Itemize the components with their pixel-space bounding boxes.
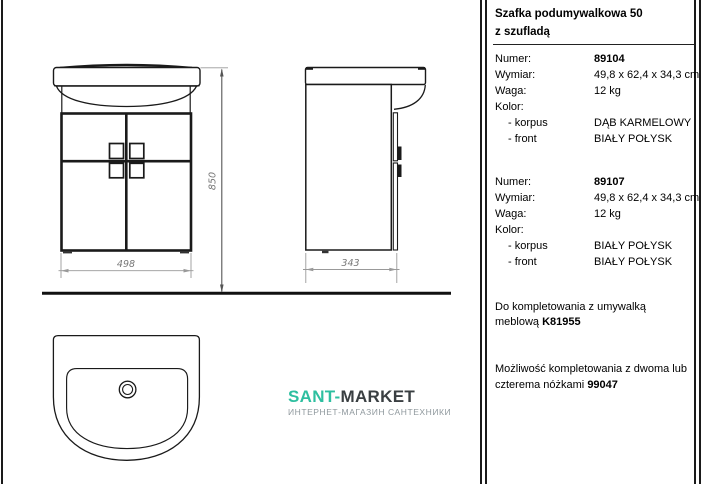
door-front-profile (393, 163, 397, 250)
arrow-up (220, 69, 224, 77)
sink-bowl-curve (57, 86, 197, 106)
sink-counter-side (306, 68, 426, 85)
product-specs-89107 (495, 175, 700, 270)
washbasin-code: K81955 (542, 316, 581, 329)
product-specs-89104 (495, 52, 700, 147)
spec-row-weight (495, 207, 695, 223)
product-number: 89107 (594, 176, 625, 189)
spec-row-dimensions (495, 191, 700, 207)
spec-label: Wymiar: (495, 192, 536, 205)
spec-label: Kolor: (495, 224, 524, 237)
washbasin-top-view (53, 336, 199, 461)
side-handle-bottom (398, 165, 402, 178)
spec-row-weight (495, 84, 695, 100)
front-color: BIAŁY POŁYSK (594, 132, 673, 145)
logo-brand-primary: SANT- (288, 387, 341, 406)
foot-mark-right (180, 251, 189, 254)
dimension-depth (303, 253, 400, 283)
title-divider (493, 44, 695, 45)
spec-label: Wymiar: (495, 68, 536, 81)
cabinet-body-side (306, 85, 392, 251)
sink-counter-front (54, 68, 201, 87)
width-dimension-label: 498 (116, 259, 136, 270)
spec-row-korpus (495, 239, 695, 255)
height-dimension-label: 850 (207, 171, 219, 191)
logo (288, 388, 451, 417)
product-weight: 12 kg (594, 84, 621, 97)
korpus-color: BIAŁY POŁYSK (594, 240, 673, 253)
spec-row-color (495, 100, 695, 116)
front-color: BIAŁY POŁYSK (594, 255, 673, 268)
spec-label: - front (508, 132, 537, 145)
arrow-left (61, 269, 69, 273)
spec-label: Numer: (495, 176, 532, 189)
logo-brand-secondary: MARKET (340, 387, 416, 406)
product-dimensions: 49,8 x 62,4 x 34,3 cm (594, 68, 700, 81)
note-legs (495, 362, 695, 393)
handle-top-left (110, 144, 124, 159)
front-view (54, 65, 201, 253)
arrow-right (184, 269, 192, 273)
logo-wordmark (288, 388, 451, 405)
dimension-width (59, 253, 194, 278)
handle-bottom-right (130, 163, 144, 178)
spec-label: - front (508, 255, 537, 268)
spec-row-number (495, 175, 695, 191)
foot-mark-side (322, 251, 329, 253)
product-dimensions: 49,8 x 62,4 x 34,3 cm (594, 192, 700, 205)
korpus-color: DĄB KARMELOWY (594, 116, 692, 129)
spec-row-dimensions (495, 68, 700, 84)
spec-label: Kolor: (495, 100, 524, 113)
note-text: czterema nóżkami (495, 378, 588, 391)
spec-label: Waga: (495, 84, 527, 97)
spec-label: - korpus (508, 116, 548, 129)
spec-label: Numer: (495, 53, 532, 65)
depth-dimension-label: 343 (341, 258, 360, 269)
logo-tagline: ИНТЕРНЕТ-МАГАЗИН САНТЕХНИКИ (288, 407, 452, 417)
spec-label: Waga: (495, 208, 527, 221)
side-view (306, 68, 426, 254)
handle-top-right (130, 144, 144, 159)
foot-mark-left (63, 251, 72, 254)
spec-panel (487, 0, 700, 484)
product-title (495, 6, 695, 41)
note-line: Możliwość kompletowania z dwoma lub (495, 363, 687, 376)
drawer-front-profile (393, 113, 397, 161)
note-line: Do kompletowania z umywalką (495, 300, 647, 313)
arrow-down (220, 285, 224, 293)
product-number: 89104 (594, 53, 625, 65)
dimension-height (201, 68, 229, 293)
legs-code: 99047 (587, 378, 618, 391)
spec-label: - korpus (508, 240, 548, 253)
sink-overhang-curve (394, 85, 425, 110)
tap-hole-inner (123, 385, 133, 395)
arrow-right (389, 268, 397, 272)
spec-row-front (495, 132, 695, 148)
spec-row-number (495, 52, 695, 68)
note-washbasin (495, 300, 695, 331)
spec-row-front (495, 255, 695, 271)
note-line (495, 378, 695, 394)
side-handle-top (398, 147, 402, 161)
spec-row-korpus (495, 116, 695, 132)
arrow-left (306, 268, 314, 272)
product-title-line2: z szufladą (495, 25, 550, 38)
note-line (495, 315, 695, 331)
handle-bottom-left (110, 163, 124, 178)
note-text: meblową (495, 316, 543, 329)
product-title-line1: Szafka podumywalkowa 50 (495, 8, 643, 20)
spec-row-color (495, 223, 695, 239)
product-weight: 12 kg (594, 208, 621, 221)
